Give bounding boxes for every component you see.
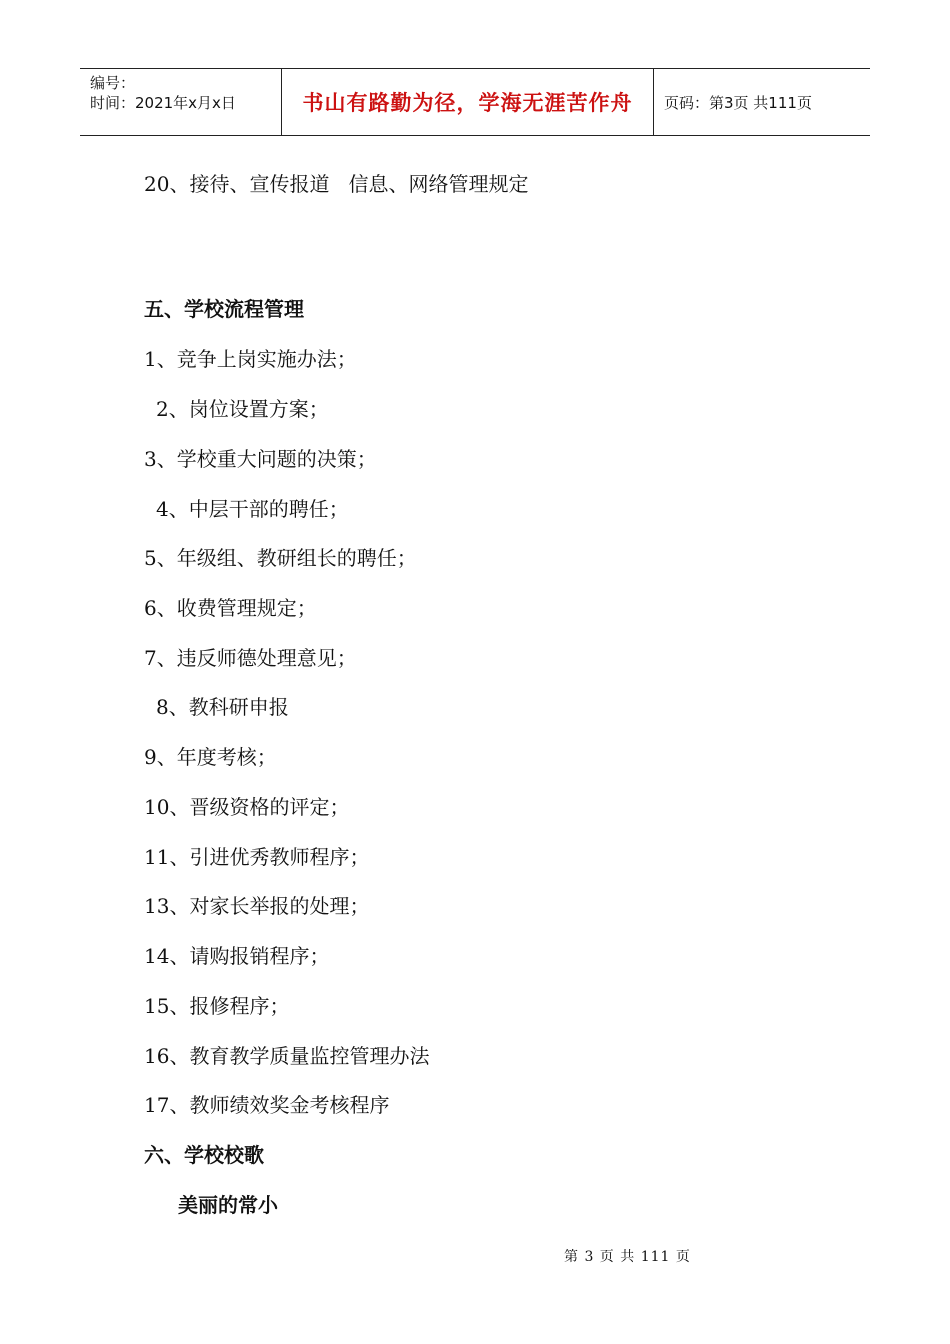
list-item: 1、竞争上岗实施办法； [144,347,357,371]
footer-page-number: 第 3 页 共 111 页 [564,1249,691,1265]
number-label: 编号： [90,74,136,92]
section-5-title: 五、学校流程管理 [144,297,304,321]
header-meta [80,69,282,135]
list-item: 2、岗位设置方案； [156,397,329,421]
list-item: 5、年级组、教研组长的聘任； [144,546,417,570]
list-item: 4、中层干部的聘任； [156,497,349,521]
page-header [80,68,870,136]
song-title: 美丽的常小 [178,1193,278,1217]
list-item: 16、教育教学质量监控管理办法 [144,1044,430,1068]
section-6-title: 六、学校校歌 [144,1143,264,1167]
list-item: 9、年度考核； [144,745,277,769]
header-motto: 书山有路勤为径，学海无涯苦作舟 [282,69,654,135]
list-item: 13、对家长举报的处理； [144,894,370,918]
list-item: 11、引进优秀教师程序； [144,845,370,869]
list-item: 6、收费管理规定； [144,596,317,620]
list-item: 8、教科研申报 [156,695,289,719]
list-item: 7、违反师德处理意见； [144,646,357,670]
list-item: 15、报修程序； [144,994,290,1018]
list-item: 14、请购报销程序； [144,944,330,968]
list-item: 3、学校重大问题的决策； [144,447,377,471]
list-item: 17、教师绩效奖金考核程序 [144,1093,390,1117]
item-20: 20、接待、宣传报道 信息、网络管理规定 [144,172,529,196]
header-page-info: 页码：第3页 共111页 [664,93,812,112]
list-item: 10、晋级资格的评定； [144,795,350,819]
time-label: 时间：2021年x月x日 [90,94,236,112]
